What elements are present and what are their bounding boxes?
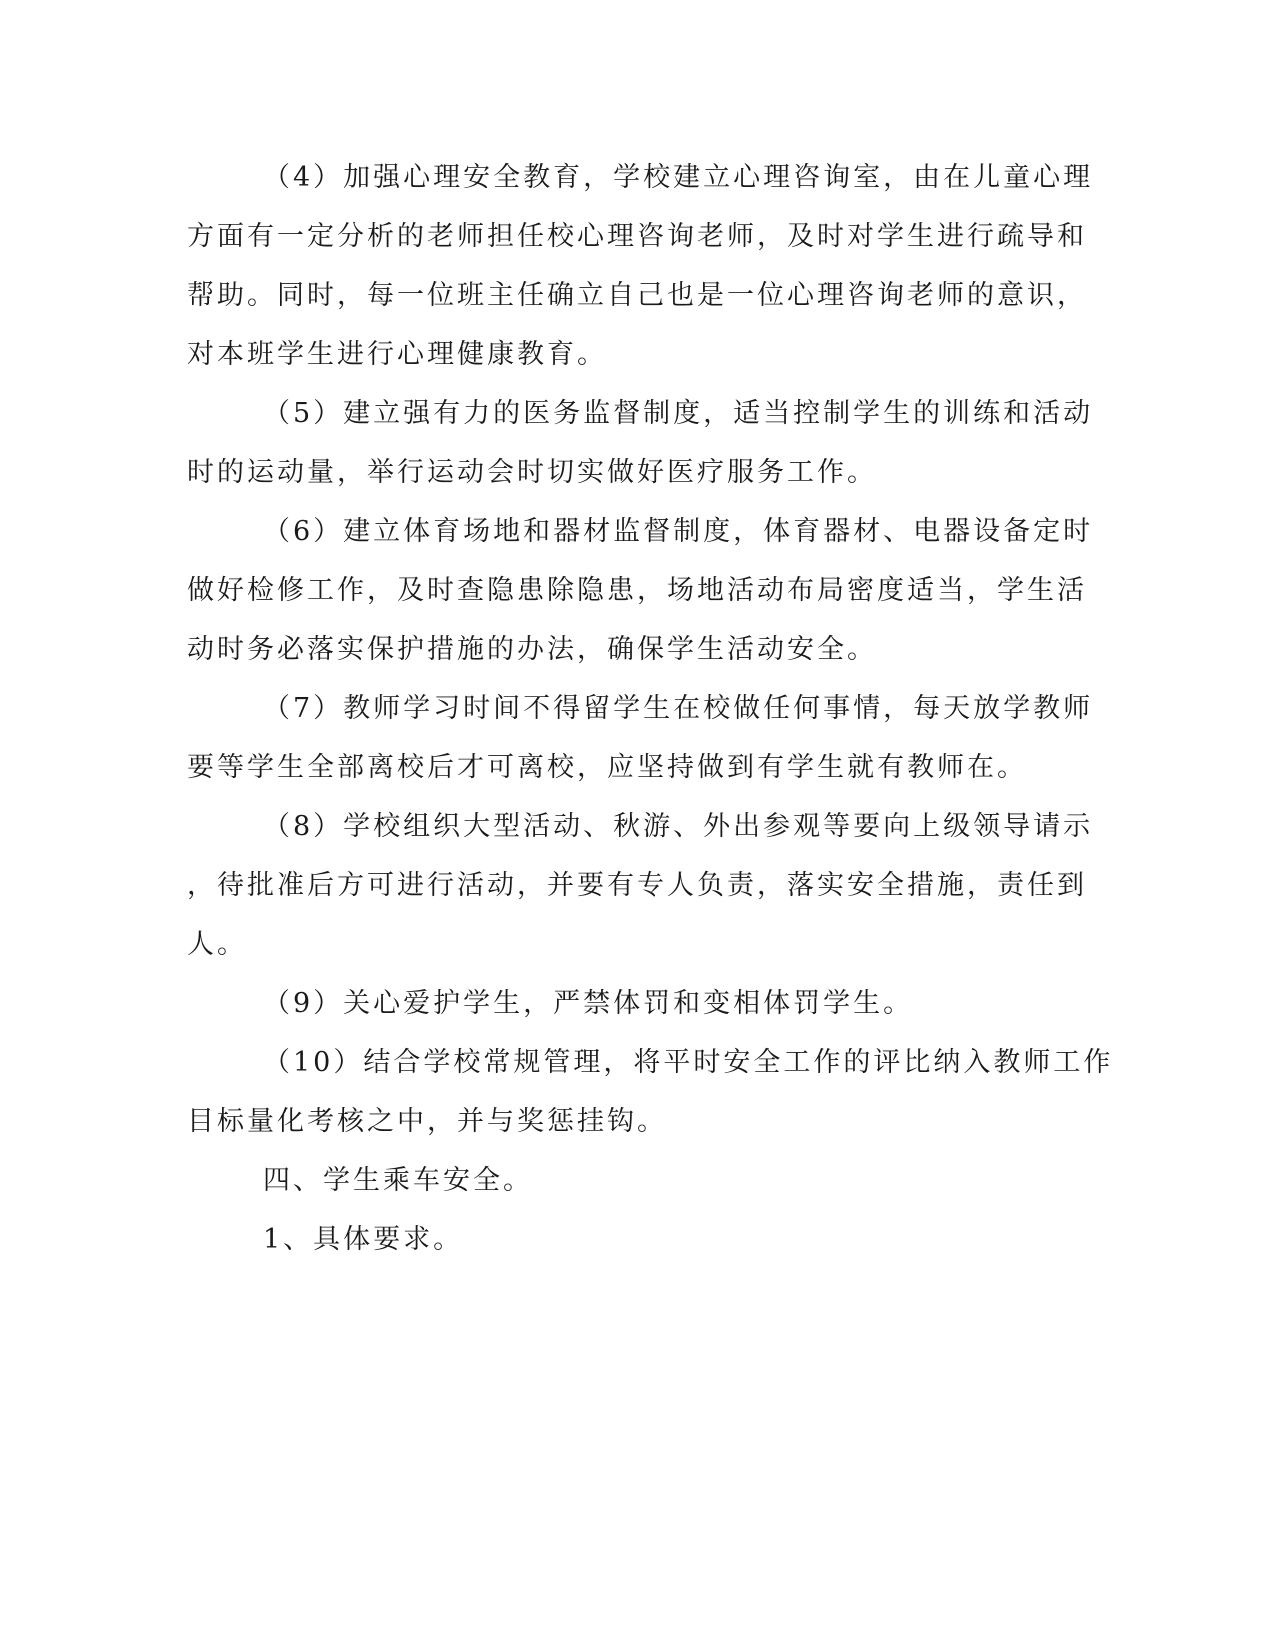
section-heading: 四、学生乘车安全。	[263, 1165, 533, 1196]
paragraph-8-line-3: 人。	[187, 929, 247, 960]
paragraph-9-line-1: （9）关心爱护学生，严禁体罚和变相体罚学生。	[263, 988, 914, 1019]
paragraph-5-line-2: 时的运动量，举行运动会时切实做好医疗服务工作。	[187, 457, 877, 488]
paragraph-10-line-2: 目标量化考核之中，并与奖惩挂钩。	[187, 1106, 667, 1137]
paragraph-6-line-3: 动时务必落实保护措施的办法，确保学生活动安全。	[187, 634, 877, 665]
paragraph-10-line-1: （10）结合学校常规管理，将平时安全工作的评比纳入教师工作	[263, 1047, 1114, 1078]
paragraph-6-line-1: （6）建立体育场地和器材监督制度，体育器材、电器设备定时	[263, 516, 1094, 547]
paragraph-8-line-2: ，待批准后方可进行活动，并要有专人负责，落实安全措施，责任到	[187, 870, 1087, 901]
paragraph-5-line-1: （5）建立强有力的医务监督制度，适当控制学生的训练和活动	[263, 398, 1094, 429]
paragraph-4-line-3: 帮助。同时，每一位班主任确立自己也是一位心理咨询老师的意识，	[187, 280, 1087, 311]
paragraph-8-line-1: （8）学校组织大型活动、秋游、外出参观等要向上级领导请示	[263, 811, 1094, 842]
paragraph-7-line-1: （7）教师学习时间不得留学生在校做任何事情，每天放学教师	[263, 693, 1094, 724]
paragraph-4-line-1: （4）加强心理安全教育，学校建立心理咨询室，由在儿童心理	[263, 162, 1094, 193]
paragraph-6-line-2: 做好检修工作，及时查隐患除隐患，场地活动布局密度适当，学生活	[187, 575, 1087, 606]
paragraph-4-line-4: 对本班学生进行心理健康教育。	[187, 339, 607, 370]
subsection-heading: 1、具体要求。	[263, 1224, 464, 1255]
paragraph-4-line-2: 方面有一定分析的老师担任校心理咨询老师，及时对学生进行疏导和	[187, 221, 1087, 252]
paragraph-7-line-2: 要等学生全部离校后才可离校，应坚持做到有学生就有教师在。	[187, 752, 1027, 783]
